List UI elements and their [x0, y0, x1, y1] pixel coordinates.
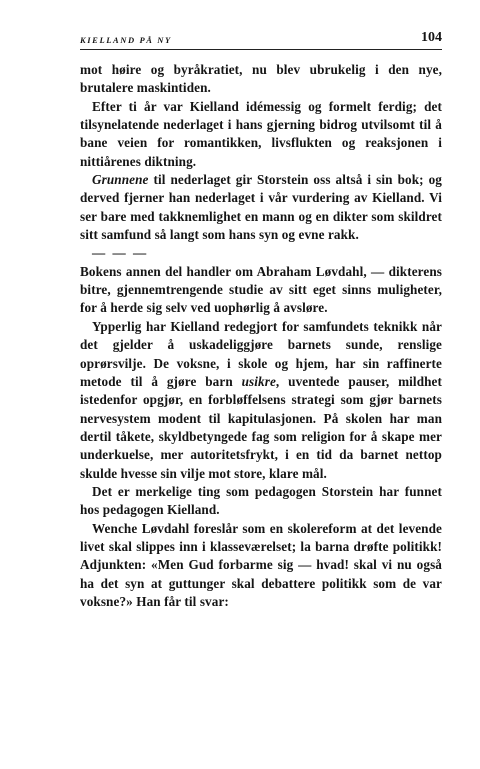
running-title: KIELLAND PÅ NY — [80, 35, 172, 45]
section-separator: — — — — [92, 245, 149, 261]
paragraph-5 — [80, 318, 442, 483]
paragraph-1: mot høire og byråkratiet, nu blev ubrukelig i den nye, brutalere maskintiden. — [80, 62, 442, 96]
page-number: 104 — [421, 30, 442, 45]
paragraph-3-text: til nederlaget gir Storstein oss altså i sin bok; og derved fjerner han nederlaget i vår vurdering av Kielland. Vi ser bare med takknemlighet en mann og en dikter som skildret sitt samfund så langt som hans syn og evne rakk. — [80, 172, 442, 243]
italic-word: Grunnene — [92, 172, 149, 188]
italic-word: usikre — [241, 373, 276, 389]
body-text — [80, 61, 442, 611]
paragraph-4: Bokens annen del handler om Abraham Løvdahl, — dikterens bitre, gjennemtrengende studie av sitt eget sinns muligheter, for å herde sig selv ved uophørlig å avsløre. — [80, 263, 442, 316]
paragraph-7: Wenche Løvdahl foreslår som en skolereform at det levende livet skal slippes inn i klasseværelset; la barna drøfte politikk! Adjunkten: «Men Gud forbarme sig — hvad! skal vi nu også ha det syn at guttunger skal debattere politikk som de var voksne?» Han får til svar: — [80, 520, 442, 609]
paragraph-2: Efter ti år var Kielland idémessig og formelt ferdig; det tilsynelatende nederlaget i hans gjerning bidrog utvilsomt til å bane veien for romantikken, livsflukten og reaksjonen i nittiårenes diktning. — [80, 98, 442, 169]
paragraph-5-text-a: Ypperlig har Kielland redegjort for samfundets teknikk når det gjelder å uskadeliggjøre barnets sunde, renslige oprørsvilje. De voksne, i skole og hjem, har sin raffinerte metode til å gjøre barn — [80, 318, 442, 389]
paragraph-3 — [80, 171, 442, 244]
running-head — [80, 30, 442, 52]
paragraph-5-text-b: , uventede pauser, mildhet istedenfor opgjør, en forbløffelsens strategi som gjør barnets nervesystem modent til kapitulasjonen. På skolen har man dertil tåkete, skyldbetyngede fag som religion for å skape mer underkuelse, mer autoritetsfrykt, i en tid da barnet nettop skulde hvesse sin vilje mot store, klare mål. — [80, 373, 443, 481]
header-rule — [80, 49, 442, 50]
paragraph-6: Det er merkelige ting som pedagogen Storstein har funnet hos pedagogen Kielland. — [80, 483, 442, 518]
